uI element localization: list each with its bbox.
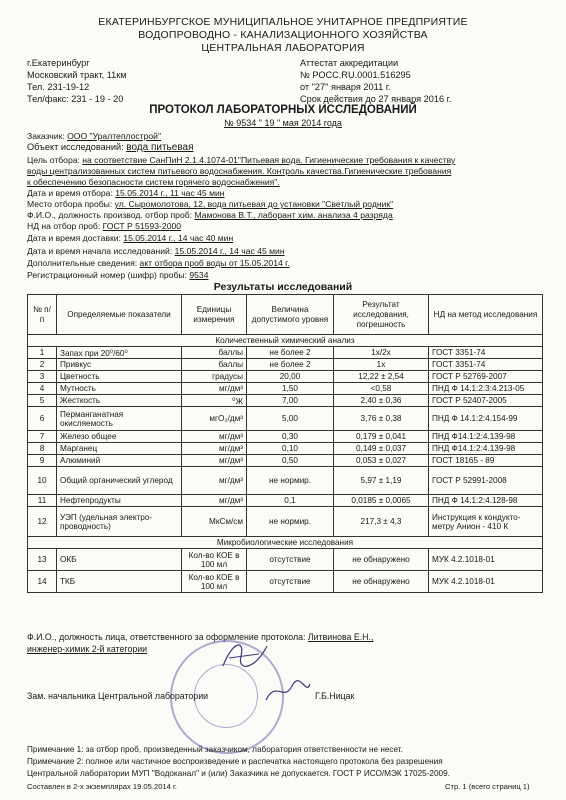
cell-limit: 20,00 [247,371,334,383]
cell-number: 7 [28,431,57,443]
cell-number: 9 [28,455,57,467]
cell-units: мг/дм³ [182,443,247,455]
cell-limit: 0,10 [247,443,334,455]
reg-value: 9534 [189,270,209,280]
cell-limit: 0,50 [247,455,334,467]
goal-row [27,155,455,166]
accreditation-date: от "27" января 2011 г. [300,82,391,92]
cell-number: 13 [28,549,57,571]
customer-row [27,131,161,142]
protocol-number: № 9534 " 19 " мая 2014 года [224,118,342,128]
cell-result: 0,053 ± 0,027 [334,455,429,467]
cell-limit: 7,00 [247,395,334,407]
cell-method: ГОСТ 3351-74 [429,359,543,371]
signature-head [262,678,312,708]
nd-label: НД на отбор проб: [27,221,101,231]
cell-number: 12 [28,507,57,537]
head-label: Зам. начальника Центральной лаборатории [27,691,209,701]
sampler-row [27,210,393,221]
section-chemical-title: Количественный химический анализ [28,335,543,347]
cell-limit: не более 2 [247,359,334,371]
cell-indicator: Перманганатная окисляемость [57,407,182,431]
goal-value-2: воды централизованных систем питьевого водоснабжения. Контроль качества.Гигиенические требования [27,166,452,176]
head-name: Г.Б.Ницак [315,691,355,701]
cell-result: 1х [334,359,429,371]
cell-method: ГОСТ Р 52991-2008 [429,467,543,495]
cell-units: ⁰Ж [182,395,247,407]
sample-date-row [27,188,225,199]
table-row [28,455,543,467]
col-header-limit: Величина допустимого уровня [247,295,334,335]
section-chemical-row [28,335,543,347]
cell-units: мг/дм³ [182,495,247,507]
cell-method: ГОСТ Р 52769-2007 [429,371,543,383]
cell-indicator: Марганец [57,443,182,455]
cell-result: 1х/2х [334,347,429,359]
note-2: Примечание 2: полное или частичное воспроизведение и распечатка настоящего протокола без разрешения [27,757,443,766]
col-header-result: Результат исследования, погрешность [334,295,429,335]
address-city: г.Екатеринбург [27,58,90,68]
protocol-title: ПРОТОКОЛ ЛАБОРАТОРНЫХ ИССЛЕДОВАНИЙ [149,104,417,116]
start-label: Дата и время начала исследований: [27,246,173,256]
cell-number: 11 [28,495,57,507]
goal-label: Цель отбора: [27,155,80,165]
reg-label: Регистрационный номер (шифр) пробы: [27,270,187,280]
cell-method: ГОСТ Р 52407-2005 [429,395,543,407]
cell-limit: не нормир. [247,467,334,495]
cell-result: 0,0185 ± 0,0065 [334,495,429,507]
col-header-units: Единицы измерения [182,295,247,335]
delivery-row [27,233,233,244]
cell-result: 3,76 ± 0,38 [334,407,429,431]
cell-indicator: Алюминий [57,455,182,467]
table-row [28,371,543,383]
cell-method: ПНД Ф 14.1:2:4.154-99 [429,407,543,431]
cell-indicator: Привкус [57,359,182,371]
place-value: ул. Сыромолотова, 12, вода питьевая до установки "Светлый родник" [114,199,394,209]
cell-indicator: Цветность [57,371,182,383]
place-label: Место отбора пробы: [27,199,113,209]
cell-number: 6 [28,407,57,431]
cell-units: мг/дм³ [182,383,247,395]
sampler-value: Мамонова В.Т., лаборант хим. анализа 4 разряда [194,210,393,220]
customer-label: Заказчик: [27,131,65,141]
cell-method: ПНД Ф 14.1:2:3:4.213-05 [429,383,543,395]
cell-indicator: ТКБ [57,571,182,593]
cell-units: мг/дм³ [182,431,247,443]
cell-result: 2,40 ± 0,36 [334,395,429,407]
responsible-row [27,632,373,643]
cell-indicator: Общий органический углерод [57,467,182,495]
goal-value-1: на соответствие СанПиН 2.1.4.1074-01"Питьевая вода. Гигиенические требования к качеству [82,155,456,165]
accreditation-number: № РОСС.RU.0001.516295 [300,70,411,80]
object-label: Объект исследований: [27,142,124,152]
start-value: 15.05.2014 г., 14 час 45 мин [174,246,285,256]
cell-limit: 5,00 [247,407,334,431]
table-row [28,467,543,495]
col-header-number: № п/п [28,295,57,335]
cell-number: 5 [28,395,57,407]
cell-result: 0,149 ± 0,037 [334,443,429,455]
results-title: Результаты исследований [213,281,353,293]
cell-indicator: Жесткость [57,395,182,407]
sample-date-value: 15.05.2014 г., 11 час 45 мин [115,188,225,198]
sampler-label: Ф.И.О., должность производ. отбор проб: [27,210,193,220]
table-row [28,407,543,431]
org-name-line2: ВОДОПРОВОДНО - КАНАЛИЗАЦИОННОГО ХОЗЯЙСТВА [138,29,428,41]
accreditation-validity: Срок действия до 27 января 2016 г. [300,94,452,104]
table-row [28,443,543,455]
cell-limit: не более 2 [247,347,334,359]
extra-row [27,258,290,269]
table-row [28,347,543,359]
cell-method: МУК 4.2.1018-01 [429,549,543,571]
cell-units: мгО₂/дм³ [182,407,247,431]
table-row [28,549,543,571]
delivery-label: Дата и время доставки: [27,233,121,243]
start-row [27,246,285,257]
cell-number: 1 [28,347,57,359]
cell-number: 14 [28,571,57,593]
responsible-position: инженер-химик 2-й категории [27,644,148,654]
address-street: Московский тракт, 11км [27,70,127,80]
cell-limit: 1,50 [247,383,334,395]
reg-row [27,270,208,281]
cell-indicator: УЭП (удельная электро-проводность) [57,507,182,537]
table-row [28,495,543,507]
cell-limit: отсутствие [247,571,334,593]
table-row [28,395,543,407]
cell-limit: отсутствие [247,549,334,571]
responsible-name: Литвинова Е.Н., [307,632,374,642]
col-header-method: НД на метод исследования [429,295,543,335]
cell-limit: 0,1 [247,495,334,507]
cell-method: ГОСТ 18165 - 89 [429,455,543,467]
nd-value: ГОСТ Р 51593-2000 [102,221,182,231]
cell-units: Кол-во КОЕ в 100 мл [182,549,247,571]
object-value: вода питьевая [126,142,194,153]
table-row [28,431,543,443]
cell-indicator: ОКБ [57,549,182,571]
note-1: Примечание 1: за отбор проб, произведенный заказчиком, лаборатория ответственности не несет. [27,745,403,754]
cell-method: ГОСТ 3351-74 [429,347,543,359]
cell-number: 10 [28,467,57,495]
table-row [28,507,543,537]
cell-limit: 0,30 [247,431,334,443]
section-microbiology-row [28,537,543,549]
accreditation-label: Аттестат аккредитации [300,58,399,68]
goal-value-3: к обеспечению безопасности систем горячего водоснабжения". [27,177,280,187]
responsible-label: Ф.И.О., должность лица, ответственного за оформление протокола: [27,632,306,642]
object-row [27,142,194,153]
cell-number: 4 [28,383,57,395]
cell-method: МУК 4.2.1018-01 [429,571,543,593]
results-body [28,335,543,593]
org-name-line1: ЕКАТЕРИНБУРГСКОЕ МУНИЦИПАЛЬНОЕ УНИТАРНОЕ ПРЕДПРИЯТИЕ [98,16,468,28]
copies-note: Составлен в 2-х экземплярах 19.05.2014 г. [27,782,177,791]
cell-indicator: Мутность [57,383,182,395]
extra-value: акт отбора проб воды от 15.05.2014 г. [139,258,290,268]
cell-units: баллы [182,347,247,359]
cell-units: Кол-во КОЕ в 100 мл [182,571,247,593]
place-row [27,199,393,210]
cell-units: баллы [182,359,247,371]
table-row [28,359,543,371]
lab-name: ЦЕНТРАЛЬНАЯ ЛАБОРАТОРИЯ [201,42,365,54]
cell-result: 217,3 ± 4,3 [334,507,429,537]
cell-number: 8 [28,443,57,455]
table-row [28,571,543,593]
cell-result: 5,97 ± 1,19 [334,467,429,495]
cell-units: мг/дм³ [182,467,247,495]
customer-value: ООО "Уралтеплострой" [67,131,162,141]
cell-units: МкСм/см [182,507,247,537]
cell-indicator: Запах при 20⁰/60⁰ [57,347,182,359]
cell-method: ПНД Ф14.1:2:4.139-98 [429,431,543,443]
nd-row [27,221,181,232]
address-tel: Тел. 231-19-12 [27,82,90,92]
section-microbiology-title: Микробиологические исследования [28,537,543,549]
cell-result: не обнаружено [334,549,429,571]
cell-indicator: Нефтепродукты [57,495,182,507]
cell-method: ПНД Ф14.1:2:4.139-98 [429,443,543,455]
cell-result: <0,58 [334,383,429,395]
cell-method: ПНД Ф 14.1:2:4.128-98 [429,495,543,507]
cell-units: мг/дм³ [182,455,247,467]
cell-method: Инструкция к кондукто-метру Анион - 410 К [429,507,543,537]
cell-number: 3 [28,371,57,383]
delivery-value: 15.05.2014 г., 14 час 40 мин [123,233,234,243]
table-row [28,383,543,395]
col-header-indicator: Определяемые показатели [57,295,182,335]
cell-number: 2 [28,359,57,371]
page-number: Стр. 1 (всего страниц 1) [445,782,530,791]
cell-units: градусы [182,371,247,383]
cell-limit: не нормир. [247,507,334,537]
cell-indicator: Железо общее [57,431,182,443]
extra-label: Дополнительные сведения: [27,258,138,268]
results-header-row [28,295,543,335]
results-table [27,294,543,593]
cell-result: не обнаружено [334,571,429,593]
cell-result: 12,22 ± 2,54 [334,371,429,383]
note-3: Центральной лаборатории МУП "Водоканал" и (или) Заказчика не допускается. ГОСТ Р ИСО/МЭК 17025-2009. [27,769,450,778]
cell-result: 0,179 ± 0,041 [334,431,429,443]
sample-date-label: Дата и время отбора: [27,188,113,198]
address-fax: Тел/факс: 231 - 19 - 20 [27,94,124,104]
